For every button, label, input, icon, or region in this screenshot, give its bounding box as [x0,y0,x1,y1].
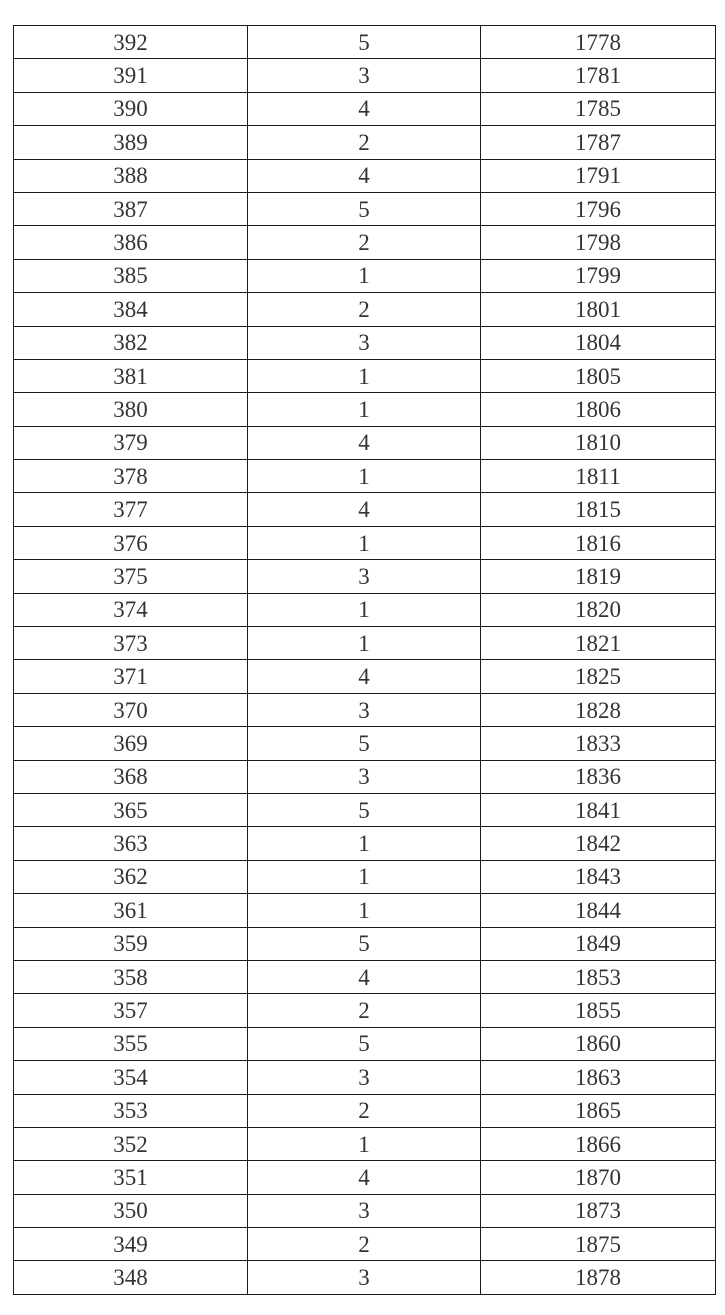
score-cell: 371 [14,660,248,693]
score-cell: 370 [14,693,248,726]
cumulative-cell: 1870 [481,1161,716,1194]
count-cell: 4 [248,960,481,993]
table-row [14,994,716,1027]
score-cell: 377 [14,493,248,526]
score-cell: 358 [14,960,248,993]
cumulative-cell: 1815 [481,493,716,526]
table-row [14,1228,716,1261]
cumulative-cell: 1841 [481,793,716,826]
cumulative-cell: 1866 [481,1127,716,1160]
table-row [14,159,716,192]
count-cell: 4 [248,92,481,125]
table-row [14,526,716,559]
score-cell: 355 [14,1027,248,1060]
cumulative-cell: 1799 [481,259,716,292]
score-cell: 382 [14,326,248,359]
count-cell: 2 [248,293,481,326]
cumulative-cell: 1825 [481,660,716,693]
score-cell: 359 [14,927,248,960]
cumulative-cell: 1796 [481,192,716,225]
table-row [14,1127,716,1160]
table-row [14,593,716,626]
cumulative-cell: 1805 [481,359,716,392]
score-rank-table-container [13,25,712,1295]
table-row [14,760,716,793]
score-cell: 362 [14,860,248,893]
count-cell: 1 [248,526,481,559]
count-cell: 1 [248,627,481,660]
table-row [14,793,716,826]
table-row [14,727,716,760]
cumulative-cell: 1844 [481,894,716,927]
cumulative-cell: 1843 [481,860,716,893]
table-row [14,560,716,593]
count-cell: 1 [248,1127,481,1160]
score-cell: 390 [14,92,248,125]
score-cell: 380 [14,393,248,426]
cumulative-cell: 1849 [481,927,716,960]
score-cell: 368 [14,760,248,793]
score-cell: 384 [14,293,248,326]
count-cell: 3 [248,693,481,726]
score-cell: 349 [14,1228,248,1261]
table-row [14,927,716,960]
cumulative-cell: 1801 [481,293,716,326]
table-row [14,1194,716,1227]
score-cell: 363 [14,827,248,860]
cumulative-cell: 1806 [481,393,716,426]
cumulative-cell: 1785 [481,92,716,125]
score-cell: 361 [14,894,248,927]
cumulative-cell: 1863 [481,1061,716,1094]
count-cell: 5 [248,793,481,826]
cumulative-cell: 1811 [481,460,716,493]
count-cell: 2 [248,994,481,1027]
cumulative-cell: 1819 [481,560,716,593]
cumulative-cell: 1836 [481,760,716,793]
score-cell: 385 [14,259,248,292]
table-row [14,894,716,927]
count-cell: 2 [248,126,481,159]
cumulative-cell: 1860 [481,1027,716,1060]
table-row [14,259,716,292]
table-row [14,1061,716,1094]
score-cell: 376 [14,526,248,559]
count-cell: 5 [248,927,481,960]
score-cell: 391 [14,59,248,92]
cumulative-cell: 1820 [481,593,716,626]
table-row [14,627,716,660]
cumulative-cell: 1853 [481,960,716,993]
count-cell: 4 [248,159,481,192]
count-cell: 1 [248,593,481,626]
count-cell: 2 [248,1228,481,1261]
cumulative-cell: 1842 [481,827,716,860]
score-cell: 354 [14,1061,248,1094]
table-body [14,26,716,1295]
table-row [14,693,716,726]
score-cell: 351 [14,1161,248,1194]
cumulative-cell: 1855 [481,994,716,1027]
table-row [14,59,716,92]
count-cell: 4 [248,493,481,526]
score-cell: 373 [14,627,248,660]
cumulative-cell: 1873 [481,1194,716,1227]
count-cell: 5 [248,1027,481,1060]
score-cell: 374 [14,593,248,626]
count-cell: 4 [248,1161,481,1194]
table-row [14,1094,716,1127]
count-cell: 1 [248,827,481,860]
table-row [14,460,716,493]
cumulative-cell: 1875 [481,1228,716,1261]
cumulative-cell: 1828 [481,693,716,726]
count-cell: 2 [248,1094,481,1127]
count-cell: 5 [248,192,481,225]
count-cell: 1 [248,259,481,292]
score-cell: 357 [14,994,248,1027]
cumulative-cell: 1791 [481,159,716,192]
count-cell: 5 [248,26,481,59]
table-row [14,26,716,59]
table-row [14,960,716,993]
cumulative-cell: 1865 [481,1094,716,1127]
cumulative-cell: 1781 [481,59,716,92]
count-cell: 3 [248,760,481,793]
table-row [14,126,716,159]
score-cell: 381 [14,359,248,392]
table-row [14,860,716,893]
score-cell: 353 [14,1094,248,1127]
score-cell: 387 [14,192,248,225]
cumulative-cell: 1787 [481,126,716,159]
count-cell: 3 [248,326,481,359]
score-cell: 392 [14,26,248,59]
count-cell: 3 [248,1194,481,1227]
table-row [14,1261,716,1294]
table-row [14,493,716,526]
score-cell: 378 [14,460,248,493]
cumulative-cell: 1810 [481,426,716,459]
score-cell: 379 [14,426,248,459]
count-cell: 3 [248,59,481,92]
table-row [14,92,716,125]
count-cell: 3 [248,560,481,593]
count-cell: 4 [248,660,481,693]
count-cell: 1 [248,460,481,493]
count-cell: 1 [248,894,481,927]
cumulative-cell: 1878 [481,1261,716,1294]
cumulative-cell: 1816 [481,526,716,559]
table-row [14,359,716,392]
count-cell: 2 [248,226,481,259]
table-row [14,827,716,860]
count-cell: 4 [248,426,481,459]
cumulative-cell: 1778 [481,26,716,59]
score-cell: 352 [14,1127,248,1160]
count-cell: 5 [248,727,481,760]
cumulative-cell: 1821 [481,627,716,660]
score-cell: 389 [14,126,248,159]
table-row [14,293,716,326]
score-cell: 375 [14,560,248,593]
cumulative-cell: 1804 [481,326,716,359]
count-cell: 1 [248,393,481,426]
table-row [14,426,716,459]
table-row [14,326,716,359]
table-row [14,192,716,225]
table-row [14,1027,716,1060]
table-row [14,1161,716,1194]
table-row [14,226,716,259]
count-cell: 3 [248,1261,481,1294]
count-cell: 1 [248,359,481,392]
score-cell: 388 [14,159,248,192]
count-cell: 1 [248,860,481,893]
cumulative-cell: 1798 [481,226,716,259]
score-cell: 365 [14,793,248,826]
table-row [14,393,716,426]
score-rank-table [13,25,716,1295]
table-row [14,660,716,693]
count-cell: 3 [248,1061,481,1094]
cumulative-cell: 1833 [481,727,716,760]
score-cell: 350 [14,1194,248,1227]
score-cell: 369 [14,727,248,760]
score-cell: 386 [14,226,248,259]
score-cell: 348 [14,1261,248,1294]
